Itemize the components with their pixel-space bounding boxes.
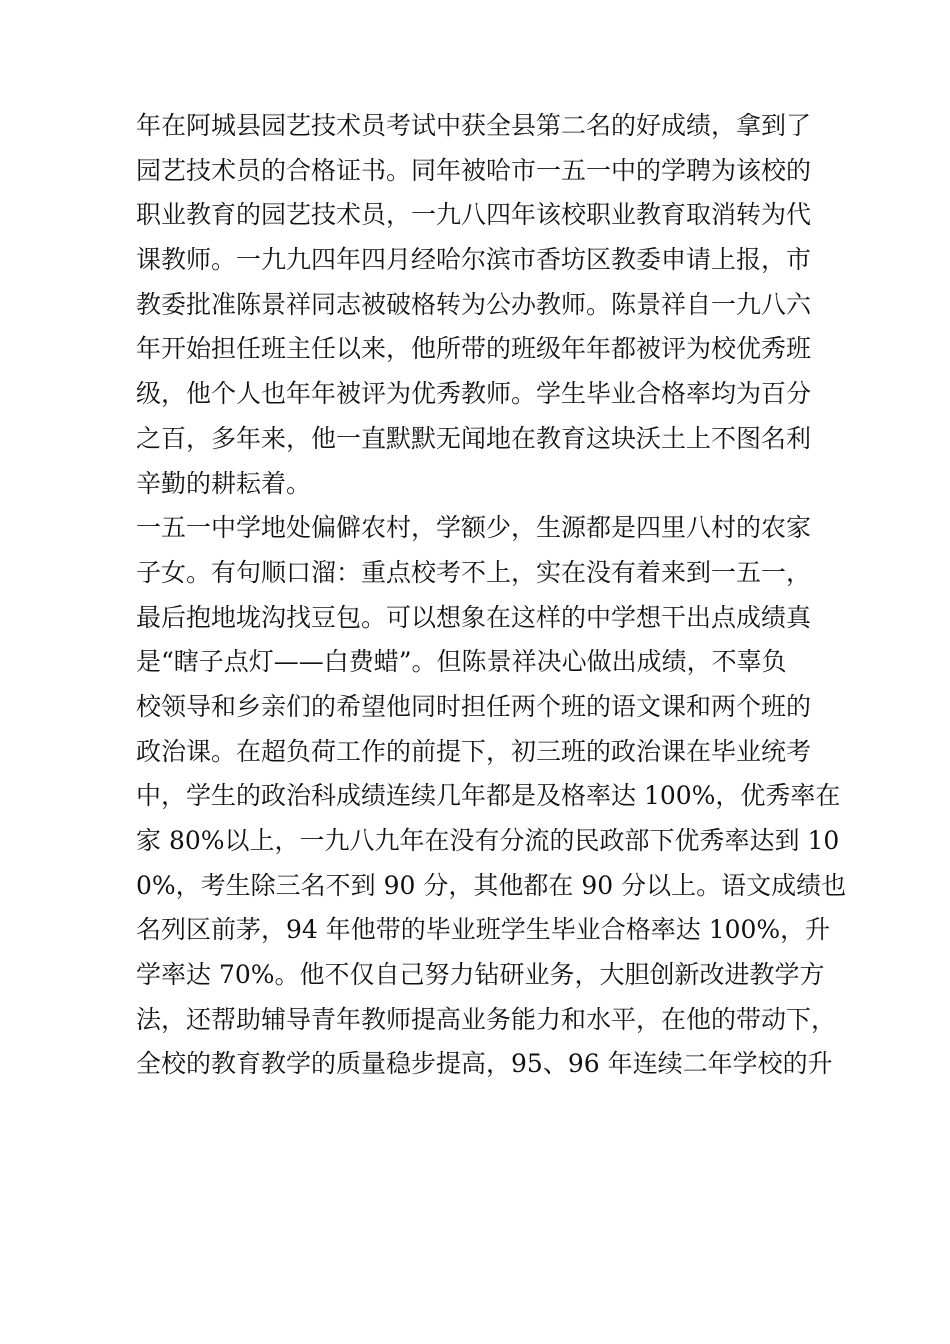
text-line: 政治课。在超负荷工作的前提下，初三班的政治课在毕业统考 bbox=[136, 736, 812, 766]
text-line: 职业教育的园艺技术员，一九八四年该校职业教育取消转为代 bbox=[136, 200, 812, 230]
text-line: 全校的教育教学的质量稳步提高，95、96 年连续二年学校的升 bbox=[136, 1049, 833, 1079]
text-line: 最后抱地垅沟找豆包。可以想象在这样的中学想干出点成绩真 bbox=[136, 602, 812, 632]
text-line: 学率达 70%。他不仅自己努力钻研业务，大胆创新改进教学方 bbox=[136, 960, 825, 990]
text-line: 是“瞎子点灯——白费蜡”。但陈景祥决心做出成绩，不辜负 bbox=[136, 647, 787, 677]
text-line: 年开始担任班主任以来，他所带的班级年年都被评为校优秀班 bbox=[136, 334, 812, 364]
text-line: 级，他个人也年年被评为优秀教师。学生毕业合格率均为百分 bbox=[136, 379, 812, 409]
text-line: 法，还帮助辅导青年教师提高业务能力和水平，在他的带动下， bbox=[136, 1004, 837, 1034]
text-line: 年在阿城县园艺技术员考试中获全县第二名的好成绩，拿到了 bbox=[136, 111, 812, 140]
text-line: 教委批准陈景祥同志被破格转为公办教师。陈景祥自一九八六 bbox=[136, 289, 812, 319]
text-line: 课教师。一九九四年四月经哈尔滨市香坊区教委申请上报，市 bbox=[136, 245, 812, 275]
text-line: 家 80%以上，一九八九年在没有分流的民政部下优秀率达到 10 bbox=[136, 826, 840, 855]
text-line: 0%，考生除三名不到 90 分，其他都在 90 分以上。语文成绩也 bbox=[136, 870, 847, 900]
text-line: 子女。有句顺口溜：重点校考不上，实在没有着来到一五一， bbox=[136, 557, 812, 587]
text-line: 辛勤的耕耘着。 bbox=[136, 468, 312, 498]
text-line: 中，学生的政治科成绩连续几年都是及格率达 100%，优秀率在 bbox=[136, 781, 841, 811]
text-line: 校领导和乡亲们的希望他同时担任两个班的语文课和两个班的 bbox=[136, 691, 812, 721]
text-line: 名列区前茅，94 年他带的毕业班学生毕业合格率达 100%，升 bbox=[136, 915, 831, 945]
text-line: 园艺技术员的合格证书。同年被哈市一五一中的学聘为该校的 bbox=[136, 155, 812, 185]
text-line: 一五一中学地处偏僻农村，学额少，生源都是四里八村的农家 bbox=[136, 513, 812, 543]
body-text bbox=[136, 104, 847, 1087]
text-line: 之百，多年来，他一直默默无闻地在教育这块沃土上不图名利 bbox=[136, 423, 812, 453]
